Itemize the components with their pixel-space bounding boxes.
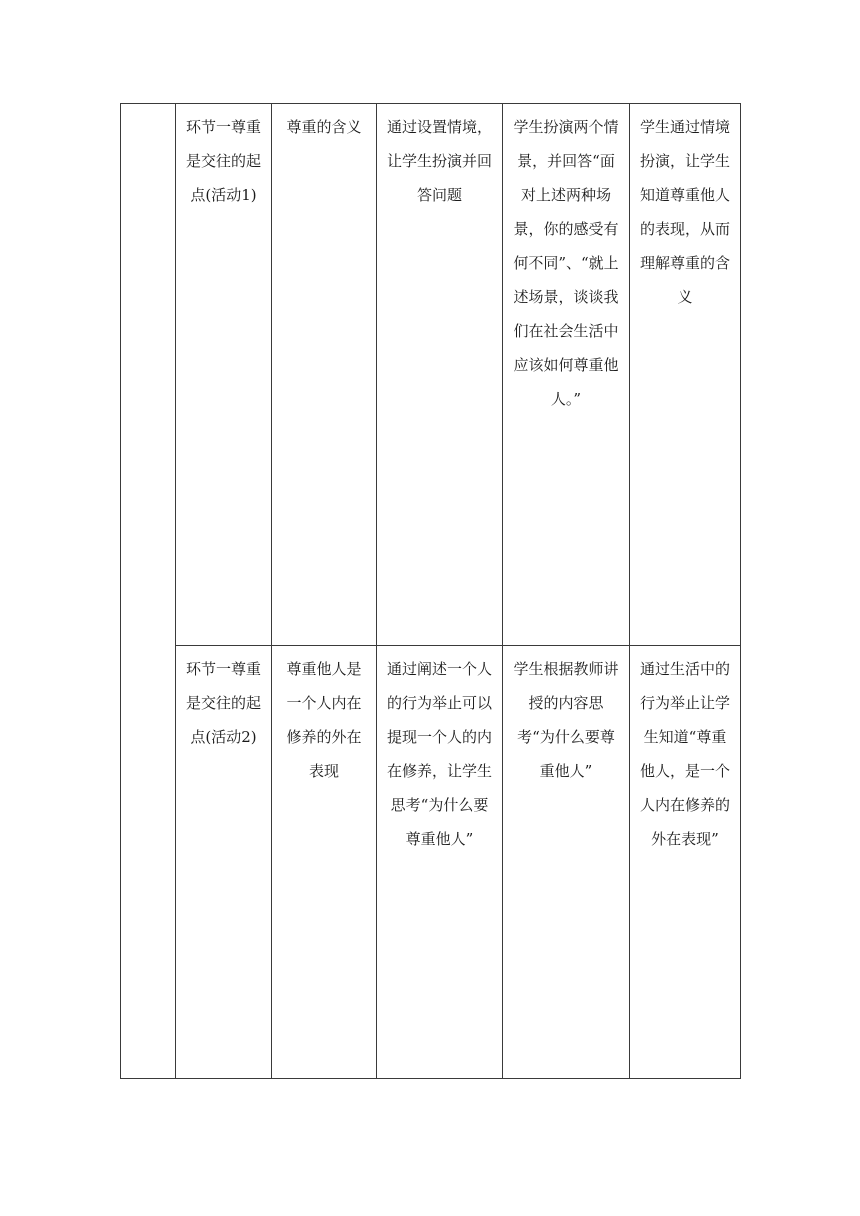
teacher-activity-cell [377, 104, 503, 646]
student-activity-cell [503, 646, 630, 1079]
design-intent-cell [630, 646, 741, 1079]
student-activity-cell [503, 104, 630, 646]
blank-merged-cell [121, 104, 176, 1079]
lesson-plan-table [120, 103, 741, 1079]
teacher-activity-cell [377, 646, 503, 1079]
content-cell [272, 646, 377, 1079]
design-intent-text: 学生通过情境扮演，让学生知道尊重他人的表现，从而理解尊重的含义 [639, 118, 730, 306]
design-intent-cell [630, 104, 741, 646]
content-cell [272, 104, 377, 646]
table-row [121, 646, 741, 1079]
stage-cell [176, 104, 272, 646]
table-row [121, 104, 741, 646]
teacher-activity-text: 通过设置情境，让学生扮演并回答问题 [386, 118, 492, 204]
student-activity-text: 学生扮演两个情景，并回答“面对上述两种场景，你的感受有何不同”、“就上述场景，谈谈我们在社会生活中应该如何尊重他人。” [513, 118, 619, 408]
content-text: 尊重的含义 [286, 118, 362, 136]
design-intent-text: 通过生活中的行为举止让学生知道“尊重他人，是一个人内在修养的外在表现” [639, 660, 730, 848]
stage-cell [176, 646, 272, 1079]
stage-text: 环节一尊重是交往的起点(活动1) [185, 118, 261, 204]
teacher-activity-text: 通过阐述一个人的行为举止可以提现一个人的内在修养，让学生思考“为什么要尊重他人” [386, 660, 492, 848]
student-activity-text: 学生根据教师讲授的内容思考“为什么要尊重他人” [513, 660, 619, 780]
content-text: 尊重他人是一个人内在修养的外在表现 [286, 660, 362, 780]
stage-text: 环节一尊重是交往的起点(活动2) [185, 660, 261, 746]
